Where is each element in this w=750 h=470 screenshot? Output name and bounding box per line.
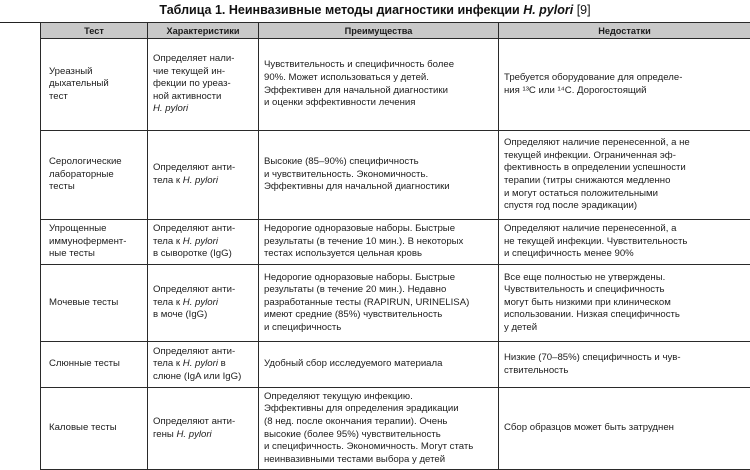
cell-test: Серологические лабораторные тесты (41, 131, 148, 220)
table-caption-bar (0, 0, 750, 23)
cell-advantages: Недорогие одноразовые наборы. Быстрые результаты (в течение 10 мин.). В некоторых тестах используется цельная кровь (259, 220, 499, 265)
char-organism: H. pylori (183, 175, 218, 186)
table-row (41, 388, 750, 470)
table-title (0, 3, 750, 17)
char-text: Определяют анти- гены (153, 416, 235, 440)
header-advantages: Преимущества (259, 23, 499, 39)
title-reference: [9] (573, 3, 590, 17)
char-organism: H. pylori (183, 297, 218, 308)
table-row (41, 131, 750, 220)
cell-disadvantages: Определяют наличие перенесенной, а не текущей инфекции. Ограниченная эф- фективность в определении успешности терапии (титры снижаются медленно и могут остаться положительными спустя год после эрадикации) (499, 131, 750, 220)
char-text-tail: в сыворотке (IgG) (153, 248, 232, 259)
table-row (41, 220, 750, 265)
char-text: Определяют анти- тела к (153, 284, 235, 308)
cell-disadvantages: Все еще полностью не утверждены. Чувствительность и специфичность могут быть низкими при клиническом использовании. Низкая специфичность у детей (499, 265, 750, 342)
cell-disadvantages: Определяют наличие перенесенной, а не текущей инфекции. Чувствительность и специфичность менее 90% (499, 220, 750, 265)
char-organism: H. pylori (176, 429, 211, 440)
char-text: Определяют анти- тела к (153, 346, 235, 370)
cell-test: Уреазный дыхательный тест (41, 39, 148, 131)
cell-characteristics (148, 388, 259, 470)
table-row (41, 265, 750, 342)
cell-test: Слюнные тесты (41, 342, 148, 388)
char-organism: H. pylori (183, 236, 218, 247)
cell-test: Мочевые тесты (41, 265, 148, 342)
cell-advantages: Удобный сбор исследуемого материала (259, 342, 499, 388)
cell-test: Упрощенные иммунофермент- ные тесты (41, 220, 148, 265)
cell-advantages: Высокие (85–90%) специфичность и чувствительность. Экономичность. Эффективны для начальной диагностики (259, 131, 499, 220)
cell-advantages: Чувствительность и специфичность более 90%. Может использоваться у детей. Эффективен для начальной диагностики и оценки эффективности лечения (259, 39, 499, 131)
cell-characteristics (148, 131, 259, 220)
header-characteristics: Характеристики (148, 23, 259, 39)
header-disadvantages: Недостатки (499, 23, 750, 39)
cell-advantages: Недорогие одноразовые наборы. Быстрые результаты (в течение 20 мин.). Недавно разработанные тесты (RAPIRUN, URINELISA) имеют средние (85%) чувствительность и специфичность (259, 265, 499, 342)
table-row (41, 342, 750, 388)
cell-disadvantages: Сбор образцов может быть затруднен (499, 388, 750, 470)
char-organism: H. pylori (183, 358, 218, 369)
char-organism: H. pylori (153, 103, 188, 114)
table-row (41, 39, 750, 131)
title-text: Таблица 1. Неинвазивные методы диагностики инфекции (159, 3, 523, 17)
cell-characteristics (148, 220, 259, 265)
char-text: Определяют анти- тела к (153, 223, 235, 247)
header-test: Тест (41, 23, 148, 39)
title-organism: H. pylori (523, 3, 573, 17)
char-text-tail: в слюне (IgA или IgG) (153, 358, 241, 382)
char-text: Определяет нали- чие текущей ин- фекции по уреаз- ной активности (153, 53, 234, 102)
cell-advantages: Определяют текущую инфекцию. Эффективны для определения эрадикации (8 нед. после окончания терапии). Очень высокие (более 95%) чувствительность и специфичность. Экономичность. Могут стать неинвазивными тестами выбора у детей (259, 388, 499, 470)
cell-characteristics (148, 39, 259, 131)
char-text-tail: в моче (IgG) (153, 309, 207, 320)
cell-test: Каловые тесты (41, 388, 148, 470)
cell-disadvantages: Низкие (70–85%) специфичность и чув- ствительность (499, 342, 750, 388)
char-text: Определяют анти- тела к (153, 162, 235, 186)
cell-characteristics (148, 265, 259, 342)
header-row (41, 23, 750, 39)
diagnostics-table (40, 22, 750, 470)
cell-characteristics (148, 342, 259, 388)
cell-disadvantages: Требуется оборудование для определе- ния ¹³С или ¹⁴С. Дорогостоящий (499, 39, 750, 131)
